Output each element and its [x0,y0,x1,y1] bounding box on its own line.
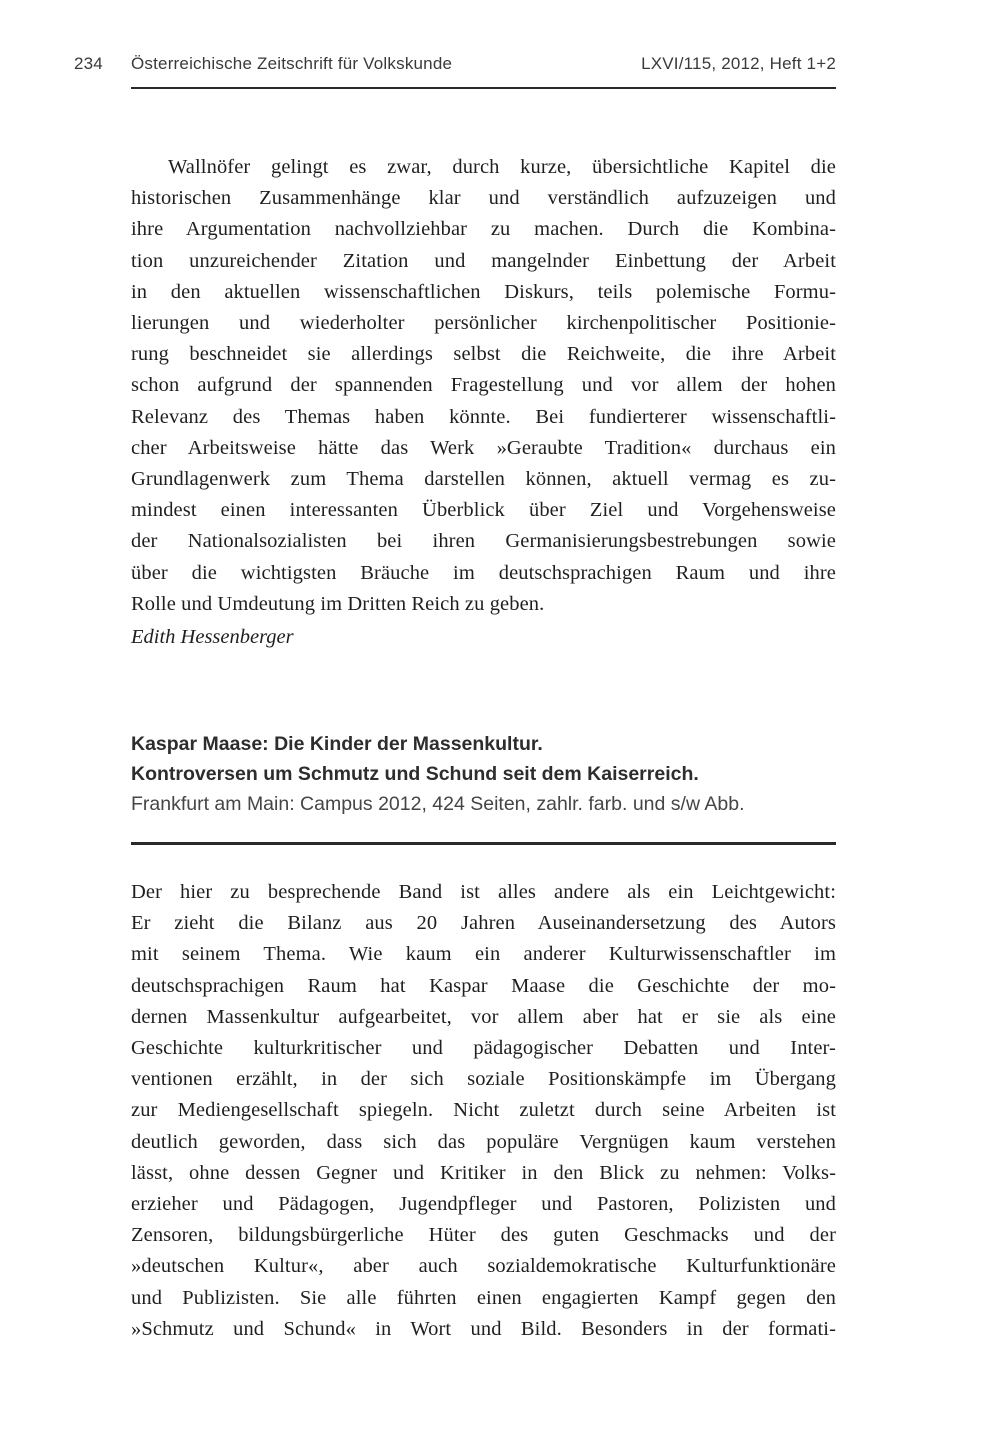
text-line: lässt, ohne dessen Gegner und Kritiker in den Blick zu nehmen: Volks- [131,1161,836,1184]
review-wallnoefer-paragraph [131,152,836,620]
text-line: »deutschen Kultur«, aber auch sozialdemokratische Kulturfunktionäre [131,1255,836,1278]
text-line: Wallnöfer gelingt es zwar, durch kurze, übersichtliche Kapitel die [168,156,836,178]
text-line: und Publizisten. Sie alle führten einen engagierten Kampf gegen den [131,1286,836,1309]
section-rule [131,842,836,845]
text-line: Rolle und Umdeutung im Dritten Reich zu geben. [131,592,545,615]
text-line: erzieher und Pädagogen, Jugendpfleger und Pastoren, Polizisten und [131,1193,836,1216]
text-line: Relevanz des Themas haben könnte. Bei fundierterer wissenschaftli- [131,405,836,428]
text-line: in den aktuellen wissenschaftlichen Diskurs, teils polemische Formu- [131,280,836,303]
header-rule [131,87,836,89]
text-line: zur Mediengesellschaft spiegeln. Nicht zuletzt durch seine Arbeiten ist [131,1099,836,1122]
text-line: Er zieht die Bilanz aus 20 Jahren Auseinandersetzung des Autors [131,912,836,935]
book-citation-heading [131,729,836,819]
text-line: deutlich geworden, dass sich das populäre Vergnügen kaum verstehen [131,1130,836,1153]
running-header [74,54,836,74]
text-line: der Nationalsozialisten bei ihren Germanisierungsbestrebungen sowie [131,530,836,553]
text-line: Zensoren, bildungsbürgerliche Hüter des guten Geschmacks und der [131,1224,836,1247]
text-line: tion unzureichender Zitation und mangelnder Einbettung der Arbeit [131,249,836,272]
book-title-line2: Kontroversen um Schmutz und Schund seit dem Kaiserreich. [131,763,699,785]
text-line: historischen Zusammenhänge klar und verständlich aufzuzeigen und [131,187,836,210]
text-line: lierungen und wiederholter persönlicher kirchenpolitischer Positionie- [131,312,836,335]
book-title-line1: Kaspar Maase: Die Kinder der Massenkultur. [131,733,543,755]
text-line: »Schmutz und Schund« in Wort und Bild. Besonders in der formati- [131,1317,836,1340]
journal-title: Österreichische Zeitschrift für Volkskunde [131,54,453,73]
text-line: rung beschneidet sie allerdings selbst die Reichweite, die ihre Arbeit [131,343,836,366]
text-line: Der hier zu besprechende Band ist alles andere als ein Leichtgewicht: [131,881,836,903]
text-line: schon aufgrund der spannenden Fragestellung und vor allem der hohen [131,374,836,397]
issue-info: LXVI/115, 2012, Heft 1+2 [641,54,836,73]
text-line: über die wichtigsten Bräuche im deutschsprachigen Raum und ihre [131,561,836,584]
text-line: ihre Argumentation nachvollziehbar zu machen. Durch die Kombina- [131,218,836,241]
review-maase-paragraph [131,877,836,1345]
text-line: ventionen erzählt, in der sich soziale Positionskämpfe im Übergang [131,1068,836,1091]
text-line: mindest einen interessanten Überblick über Ziel und Vorgehensweise [131,499,836,522]
text-line: cher Arbeitsweise hätte das Werk »Geraubte Tradition« durchaus ein [131,436,836,459]
page-number: 234 [74,54,103,73]
text-line: deutschsprachigen Raum hat Kaspar Maase die Geschichte der mo- [131,974,836,997]
text-line: Grundlagenwerk zum Thema darstellen können, aktuell vermag es zu- [131,468,836,491]
text-line: dernen Massenkultur aufgearbeitet, vor allem aber hat er sie als eine [131,1005,836,1028]
text-line: Geschichte kulturkritischer und pädagogischer Debatten und Inter- [131,1037,836,1060]
text-line: mit seinem Thema. Wie kaum ein anderer Kulturwissenschaftler im [131,943,836,966]
book-publication-info: Frankfurt am Main: Campus 2012, 424 Seiten, zahlr. farb. und s/w Abb. [131,793,745,815]
reviewer-byline: Edith Hessenberger [131,626,294,648]
